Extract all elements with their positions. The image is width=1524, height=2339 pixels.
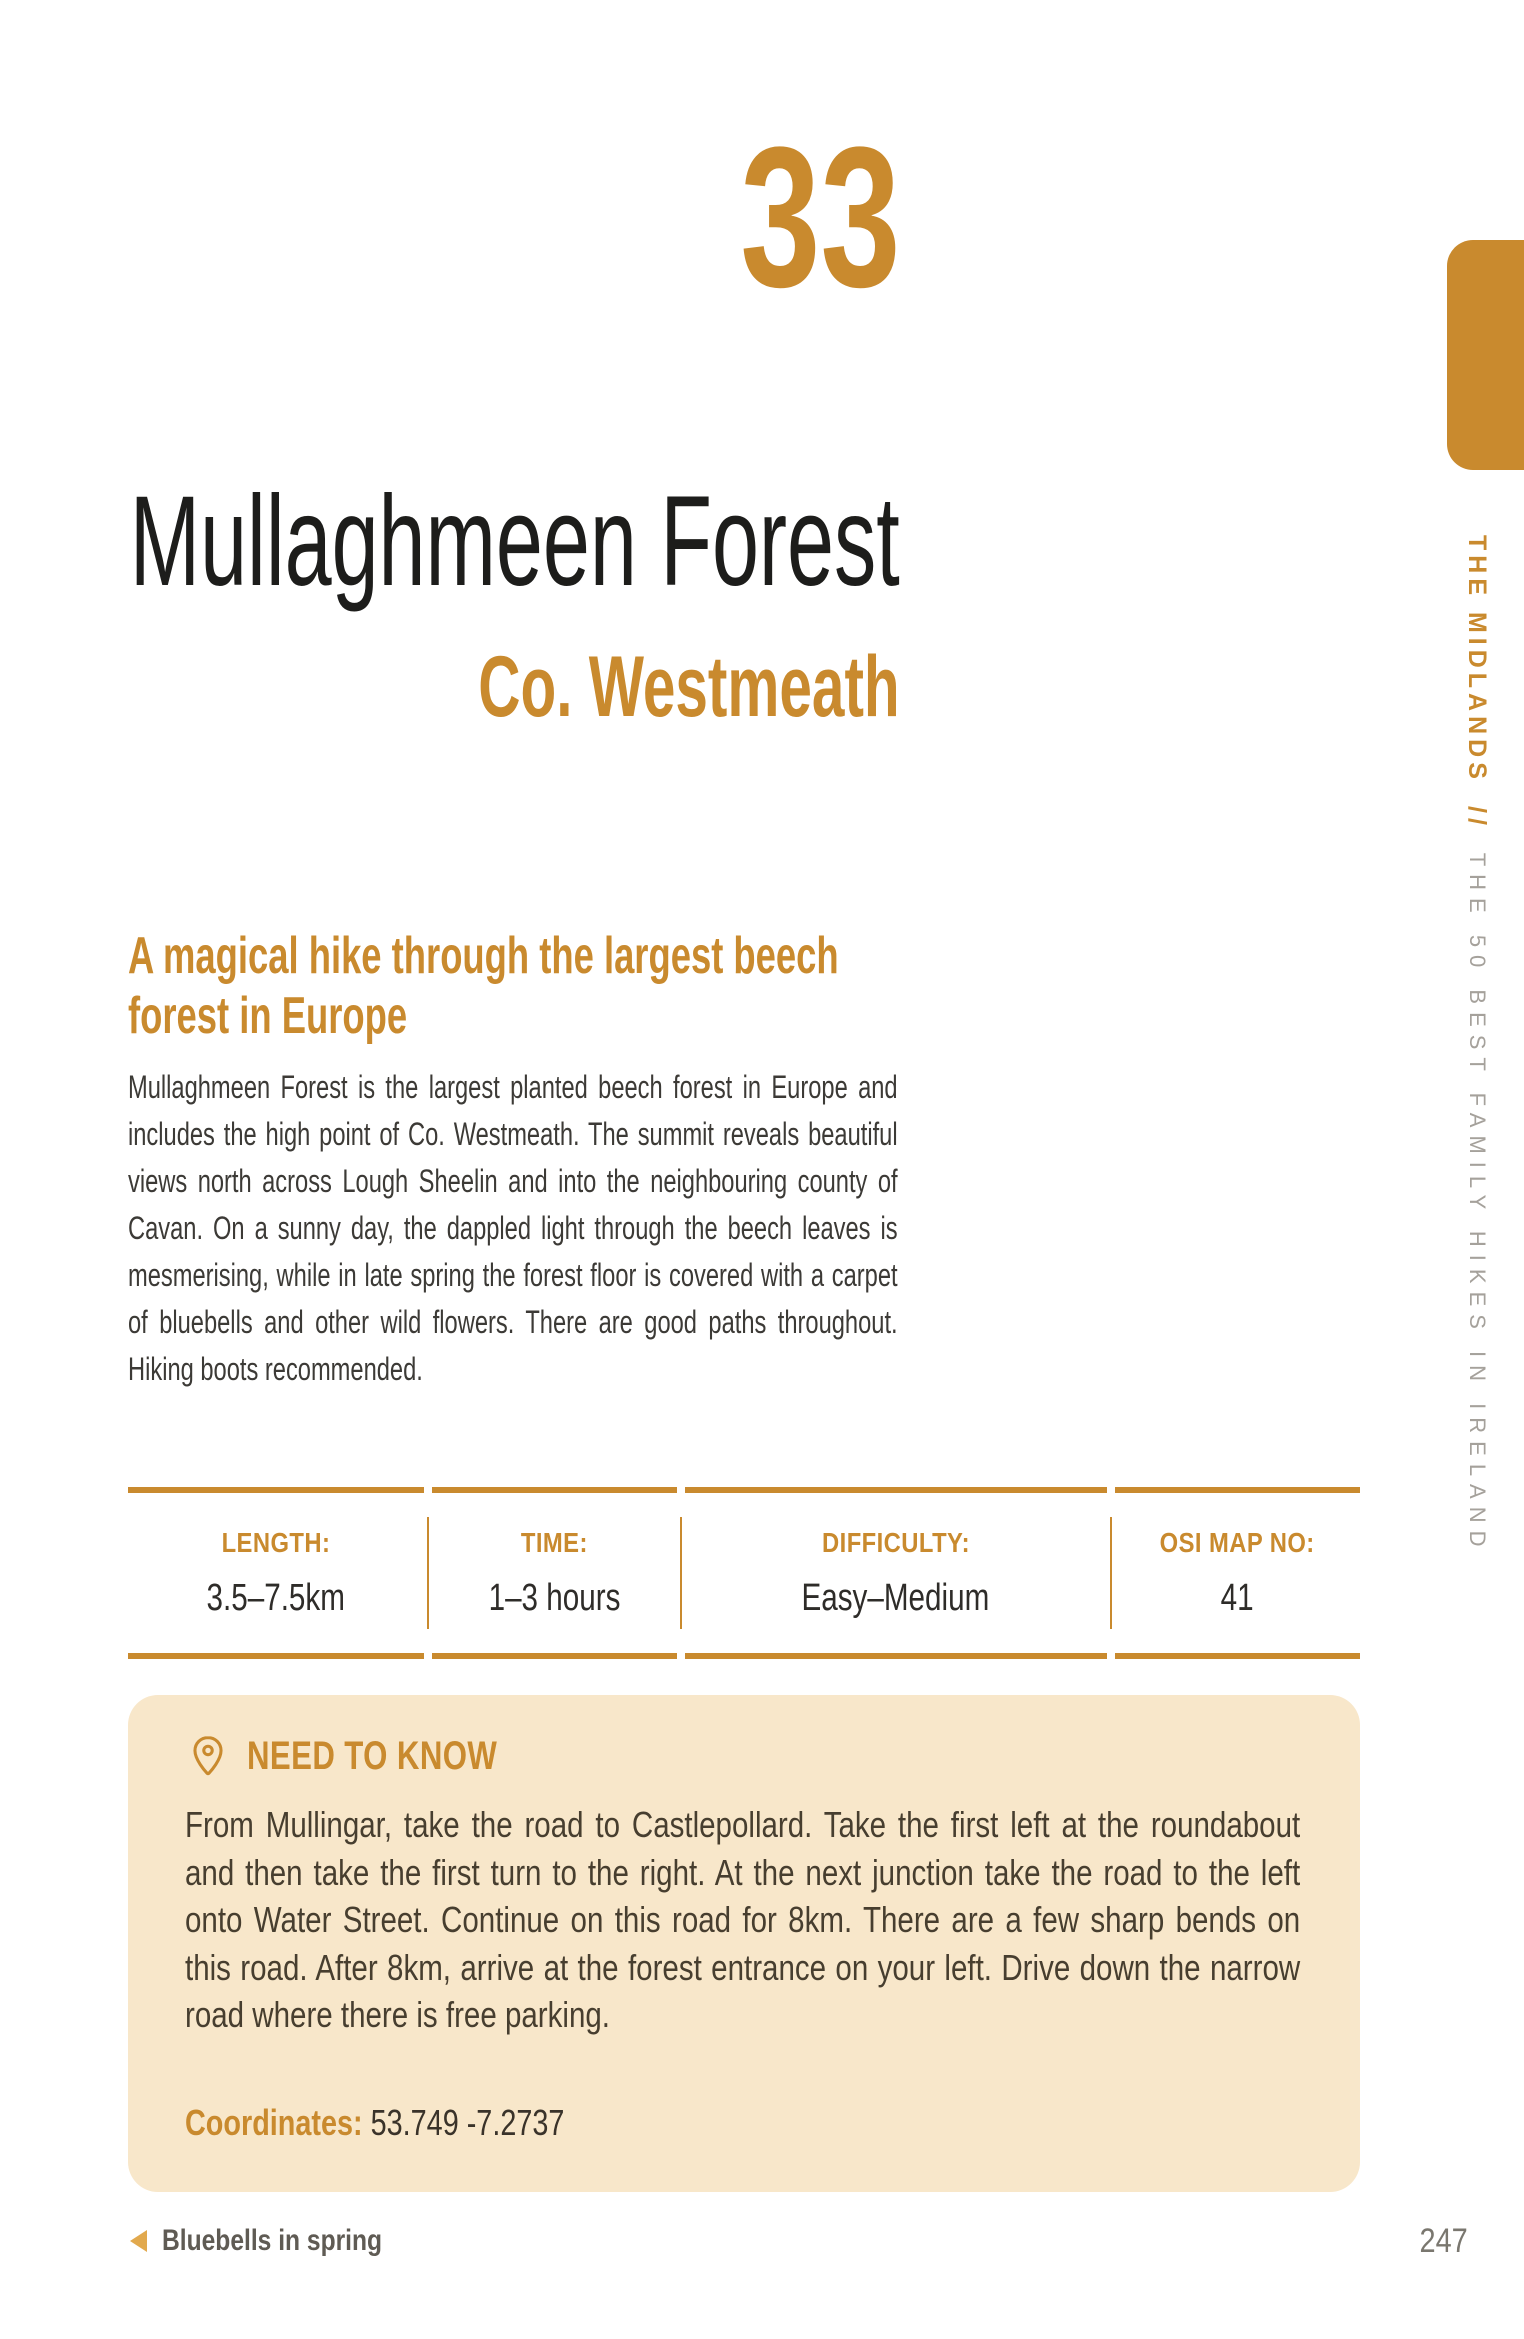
coordinates-value: 53.749 -7.2737 [370,2102,565,2143]
need-to-know-text: From Mullingar, take the road to Castlepollard. Take the first left at the roundabout and then take the first turn to the right. At the next junction take the road to the left onto Water Street. Continue on this road for 8km. There are a few sharp bends on this road. After 8km, arrive at the forest entrance on your left. Drive down the narrow road where there is free parking. [185,1804,1301,2035]
intro-heading: A magical hike through the largest beech forest in Europe [128,927,839,1045]
left-triangle-icon [130,2230,147,2252]
stat-length-label: LENGTH: [221,1526,331,1558]
stat-difficulty-value: Easy–Medium [801,1576,990,1619]
sidebar-section-label: THE MIDLANDS [1463,535,1491,784]
stat-difficulty-label: DIFFICULTY: [821,1526,970,1558]
stat-length-value: 3.5–7.5km [206,1576,346,1619]
page-title: Mullaghmeen Forest [129,470,900,613]
need-to-know-box [128,1695,1360,2192]
photo-caption [130,2224,430,2258]
stat-osi-map [1115,1487,1360,1659]
stat-time [432,1487,677,1659]
intro-body-text: Mullaghmeen Forest is the largest planted beech forest in Europe and includes the high point of Co. Westmeath. The summit reveals beautiful views north across Lough Sheelin and into the neighbouring county of Cavan. On a sunny day, the dappled light through the beech leaves is mesmerising, while in late spring the forest floor is covered with a carpet of bluebells and other wild flowers. There are good paths throughout. Hiking boots recommended. [128,1069,898,1387]
sidebar-separator: // [1463,806,1491,831]
need-to-know-header [185,1733,1300,1779]
sidebar-series-title: THE 50 BEST FAMILY HIKES IN IRELAND [1465,852,1490,1555]
county-subtitle: Co. Westmeath [478,639,900,735]
sidebar-vertical-text [1462,535,1491,1555]
coordinates-line [185,2102,564,2144]
coordinates-label: Coordinates: [185,2102,363,2143]
stat-osi-map-value: 41 [1220,1576,1254,1619]
section-tab [1447,240,1524,470]
stat-time-value: 1–3 hours [488,1576,621,1619]
stat-osi-map-label: OSI MAP NO: [1159,1526,1315,1558]
stat-difficulty [685,1487,1106,1659]
stats-table [128,1487,1360,1659]
need-to-know-title: NEED TO KNOW [247,1733,498,1778]
photo-caption-text: Bluebells in spring [162,2224,383,2257]
hike-number-badge: 33 [739,106,900,329]
page-number: 247 [1419,2222,1468,2260]
stat-time-label: TIME: [520,1526,588,1558]
location-pin-icon [185,1733,231,1779]
stat-length [128,1487,424,1659]
